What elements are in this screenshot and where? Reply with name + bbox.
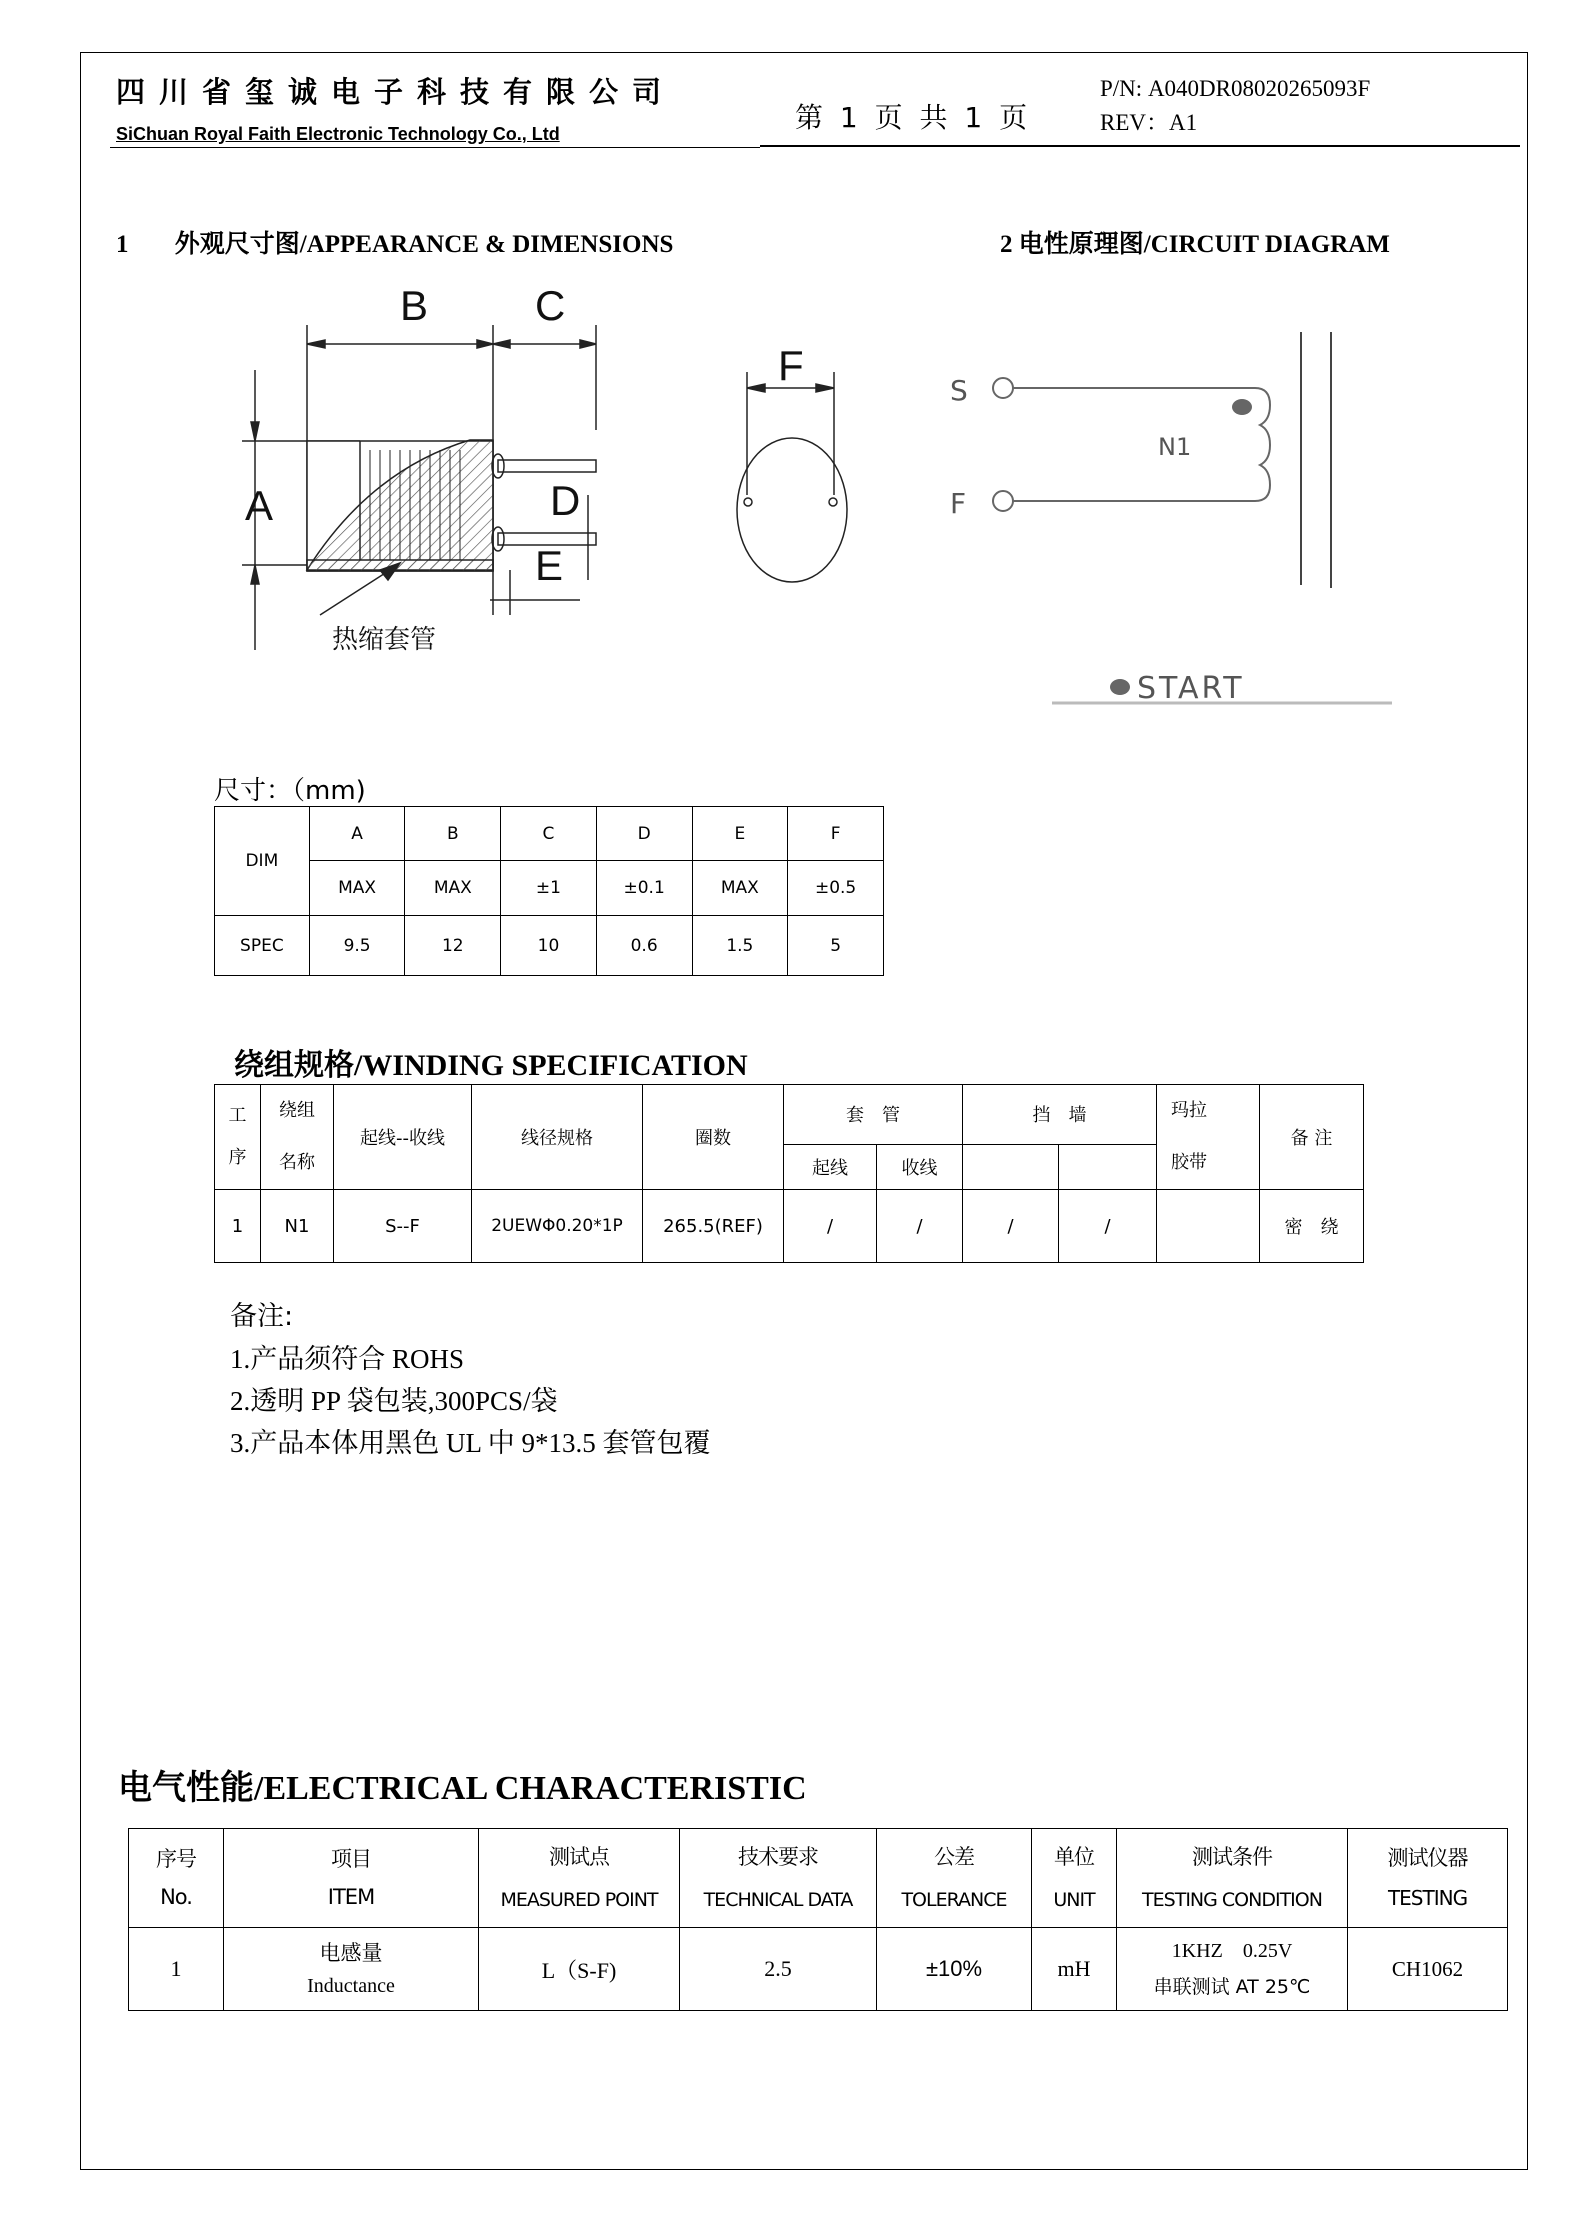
rev-label: REV： bbox=[1100, 110, 1169, 135]
row-no: 1 bbox=[129, 1928, 224, 2011]
note-item: 3.产品本体用黑色 UL 中 9*13.5 套管包覆 bbox=[230, 1428, 711, 1458]
wire-value: 2UEWΦ0.20*1P bbox=[472, 1190, 643, 1263]
wire-header: 线径规格 bbox=[472, 1085, 643, 1190]
header-cn: 项目 bbox=[331, 1847, 371, 1871]
dim-col-name: C bbox=[501, 807, 597, 861]
spec-header: SPEC bbox=[215, 916, 310, 976]
electrical-title bbox=[118, 1760, 807, 1809]
turns-value: 265.5(REF) bbox=[643, 1190, 784, 1263]
dim-col-name: D bbox=[596, 807, 692, 861]
remark-value: 密 绕 bbox=[1260, 1190, 1364, 1263]
step-value: 1 bbox=[215, 1190, 261, 1263]
dim-tolerance: ±0.5 bbox=[788, 861, 884, 916]
winding-name-value: N1 bbox=[261, 1190, 334, 1263]
header-item bbox=[224, 1829, 479, 1928]
header-en: TESTING CONDITION bbox=[1142, 1888, 1322, 1911]
header-en: TESTING bbox=[1387, 1886, 1468, 1910]
section-title-en: /CIRCUIT DIAGRAM bbox=[1143, 231, 1390, 258]
dim-spec-value: 0.6 bbox=[596, 916, 692, 976]
pn-value: A040DR08020265093F bbox=[1147, 76, 1371, 101]
sleeve-end-value: / bbox=[877, 1190, 963, 1263]
dim-spec-value: 9.5 bbox=[309, 916, 405, 976]
name-header-line: 名称 bbox=[279, 1152, 315, 1173]
header-divider-left bbox=[110, 147, 760, 148]
wall-col-1 bbox=[963, 1144, 1059, 1189]
header-condition bbox=[1117, 1829, 1348, 1928]
electrical-title-cn: 电气性能 bbox=[118, 1768, 254, 1808]
header-instrument bbox=[1348, 1829, 1508, 1928]
dim-col-name: F bbox=[788, 807, 884, 861]
row-data: 2.5 bbox=[680, 1928, 877, 2011]
dim-col-name: A bbox=[309, 807, 405, 861]
header-en: No. bbox=[160, 1885, 192, 1909]
dim-spec-value: 12 bbox=[405, 916, 501, 976]
row-unit: mH bbox=[1032, 1928, 1117, 2011]
name-header-line: 绕组 bbox=[279, 1100, 315, 1121]
end-view-drawing bbox=[720, 320, 920, 600]
start-end-value: S--F bbox=[334, 1190, 472, 1263]
sleeve-start-header: 起线 bbox=[784, 1144, 877, 1189]
header-en: TOLERANCE bbox=[901, 1888, 1007, 1911]
header-en: UNIT bbox=[1053, 1888, 1095, 1911]
start-legend: START bbox=[1137, 671, 1245, 706]
header-tolerance bbox=[877, 1829, 1032, 1928]
dim-tolerance: ±1 bbox=[501, 861, 597, 916]
winding-title bbox=[234, 1040, 748, 1084]
tape-header-line: 玛拉 bbox=[1171, 1100, 1207, 1121]
header-unit bbox=[1032, 1829, 1117, 1928]
row-point: L（S-F) bbox=[479, 1928, 680, 2011]
header-en: TECHNICAL DATA bbox=[703, 1888, 853, 1911]
wall-header: 挡 墙 bbox=[963, 1085, 1157, 1145]
row-condition bbox=[1117, 1928, 1348, 2011]
winding-name-header bbox=[261, 1085, 334, 1190]
dim-col-name: E bbox=[692, 807, 788, 861]
section-1-title bbox=[116, 224, 673, 260]
step-header-line: 工 bbox=[228, 1105, 247, 1126]
dim-tolerance: MAX bbox=[405, 861, 501, 916]
dim-label-a: A bbox=[245, 482, 274, 529]
header-cn: 技术要求 bbox=[738, 1844, 818, 1869]
electrical-title-en: /ELECTRICAL CHARACTERISTIC bbox=[254, 1770, 807, 1807]
company-name-en: SiChuan Royal Faith Electronic Technology Co., Ltd bbox=[116, 124, 560, 144]
section-number: 1 bbox=[116, 231, 129, 258]
dim-spec-value: 1.5 bbox=[692, 916, 788, 976]
step-header bbox=[215, 1085, 261, 1190]
notes-title: 备注: bbox=[230, 1301, 294, 1332]
dim-label-e: E bbox=[535, 542, 564, 589]
header-cn: 单位 bbox=[1054, 1844, 1094, 1869]
pin-f-label: F bbox=[950, 487, 967, 520]
header-cn: 测试仪器 bbox=[1387, 1846, 1468, 1870]
header-en: ITEM bbox=[327, 1885, 375, 1909]
tape-header bbox=[1157, 1085, 1260, 1190]
notes bbox=[230, 1296, 711, 1464]
dim-col-name: B bbox=[405, 807, 501, 861]
dim-tolerance: MAX bbox=[692, 861, 788, 916]
company-name-cn: 四川省玺诚电子科技有限公司 bbox=[116, 75, 676, 109]
dim-label-b: B bbox=[400, 282, 429, 329]
row-tolerance: ±10% bbox=[877, 1928, 1032, 2011]
electrical-row bbox=[129, 1928, 1508, 2011]
pin-s-label: S bbox=[950, 374, 968, 407]
pn-label: P/N: bbox=[1100, 76, 1143, 101]
dim-header: DIM bbox=[215, 807, 310, 916]
circuit-diagram bbox=[940, 320, 1420, 720]
tape-header-line: 胶带 bbox=[1171, 1152, 1207, 1173]
electrical-table bbox=[128, 1828, 1508, 2011]
section-title-cn: 外观尺寸图 bbox=[174, 229, 300, 258]
header-no bbox=[129, 1829, 224, 1928]
section-number: 2 bbox=[1000, 231, 1013, 258]
note-item: 2.透明 PP 袋包装,300PCS/袋 bbox=[230, 1386, 558, 1416]
dim-spec-value: 5 bbox=[788, 916, 884, 976]
header-point bbox=[479, 1829, 680, 1928]
sleeve-end-header: 收线 bbox=[877, 1144, 963, 1189]
winding-row bbox=[215, 1190, 1364, 1263]
row-item bbox=[224, 1928, 479, 2011]
appearance-drawing bbox=[220, 270, 640, 670]
condition-line: 1KHZ 0.25V bbox=[1171, 1940, 1293, 1962]
header-divider bbox=[760, 145, 1520, 147]
dim-tolerance: ±0.1 bbox=[596, 861, 692, 916]
dimensions-table bbox=[214, 806, 884, 976]
wall-2-value: / bbox=[1059, 1190, 1157, 1263]
section-2-title bbox=[1000, 224, 1390, 260]
section-title-cn: 电性原理图 bbox=[1018, 229, 1144, 258]
dim-spec-value: 10 bbox=[501, 916, 597, 976]
revision bbox=[1100, 104, 1197, 137]
header-cn: 测试点 bbox=[549, 1844, 609, 1869]
item-cn: 电感量 bbox=[319, 1940, 383, 1965]
row-instrument: CH1062 bbox=[1348, 1928, 1508, 2011]
condition-line: 串联测试 AT 25℃ bbox=[1153, 1976, 1311, 1998]
header-cn: 序号 bbox=[156, 1847, 196, 1871]
winding-title-cn: 绕组规格 bbox=[234, 1048, 354, 1083]
note-item: 1.产品须符合 ROHS bbox=[230, 1344, 465, 1374]
winding-label: N1 bbox=[1158, 433, 1192, 461]
wall-1-value: / bbox=[963, 1190, 1059, 1263]
dim-label-d: D bbox=[550, 477, 581, 524]
header-en: MEASURED POINT bbox=[500, 1888, 658, 1911]
dim-tolerance: MAX bbox=[309, 861, 405, 916]
step-header-line: 序 bbox=[228, 1147, 247, 1168]
dimensions-caption: 尺寸：（mm) bbox=[214, 776, 366, 806]
winding-table bbox=[214, 1084, 1364, 1263]
dim-label-c: C bbox=[535, 282, 566, 329]
remark-header: 备 注 bbox=[1260, 1085, 1364, 1190]
item-en: Inductance bbox=[307, 1974, 395, 1997]
sleeve-start-value: / bbox=[784, 1190, 877, 1263]
tape-value bbox=[1157, 1190, 1260, 1263]
start-end-header: 起线--收线 bbox=[334, 1085, 472, 1190]
header-data bbox=[680, 1829, 877, 1928]
sleeve-label: 热缩套管 bbox=[332, 625, 437, 655]
part-number bbox=[1100, 76, 1370, 102]
header-cn: 公差 bbox=[934, 1844, 974, 1869]
sleeve-header: 套 管 bbox=[784, 1085, 963, 1145]
header-cn: 测试条件 bbox=[1192, 1844, 1272, 1869]
wall-col-2 bbox=[1059, 1144, 1157, 1189]
dim-label-f: F bbox=[778, 342, 804, 389]
page-info: 第 1 页 共 1 页 bbox=[795, 101, 1032, 134]
section-title-en: /APPEARANCE & DIMENSIONS bbox=[299, 231, 674, 258]
rev-value: A1 bbox=[1169, 110, 1198, 135]
winding-title-en: /WINDING SPECIFICATION bbox=[354, 1049, 748, 1082]
turns-header: 圈数 bbox=[643, 1085, 784, 1190]
